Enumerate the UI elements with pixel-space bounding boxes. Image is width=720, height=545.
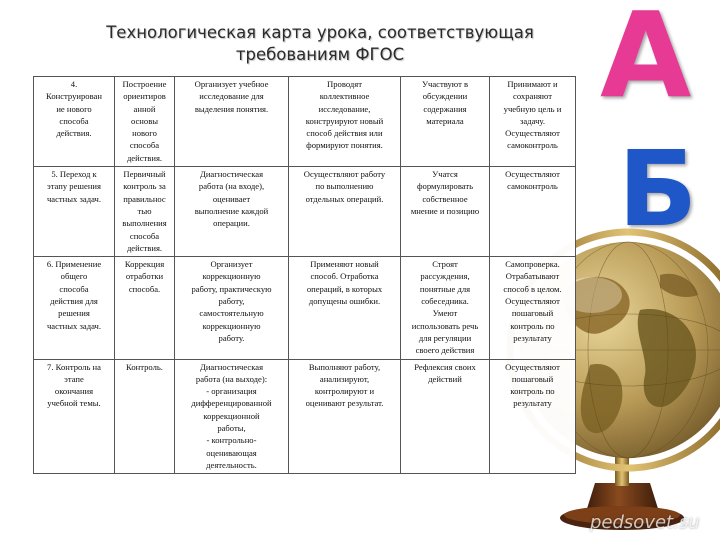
table-cell: Построение ориентиров анной основы нового способа действия. [115, 77, 175, 167]
table-cell: Самопроверка. Отрабатывают способ в целом. Осуществляют пошаговый контроль по результату [490, 257, 576, 359]
table-cell: Выполняют работу, анализируют, контролируют и оценивают результат. [289, 359, 401, 474]
table-cell: Осуществляют работу по выполнению отдельных операций. [289, 167, 401, 257]
table-cell: Диагностическая работа (на выходе): - организация дифференцированной коррекционной работы, - контрольно- оценивающая деятельность. [175, 359, 289, 474]
table-cell: Организует учебное исследование для выделения понятия. [175, 77, 289, 167]
table-cell: 6. Применение общего способа действия для решения частных задач. [34, 257, 115, 359]
table-cell: Осуществляют самоконтроль [490, 167, 576, 257]
lesson-map-table [33, 76, 576, 474]
letter-a-decoration: А [600, 0, 692, 124]
table-cell: Учатся формулировать собственное мнение и позицию [401, 167, 490, 257]
table-cell: 7. Контроль на этапе окончания учебной темы. [34, 359, 115, 474]
table-cell: Первичный контроль за правильнос тью выполнения способа действия. [115, 167, 175, 257]
watermark-text: pedsovet.su [590, 512, 700, 533]
table-cell: Коррекция отработки способа. [115, 257, 175, 359]
table-cell: Проводят коллективное исследование, конструируют новый способ действия или формируют понятия. [289, 77, 401, 167]
table-row [34, 77, 576, 167]
table-cell: 4. Конструирован ие нового способа действия. [34, 77, 115, 167]
table-row [34, 167, 576, 257]
letter-b-decoration: Б [618, 128, 698, 250]
table-row [34, 257, 576, 359]
table-cell: Осуществляют пошаговый контроль по результату [490, 359, 576, 474]
table-cell: 5. Переход к этапу решения частных задач. [34, 167, 115, 257]
table-cell: Принимают и сохраняют учебную цель и задачу. Осуществляют самоконтроль [490, 77, 576, 167]
page-title: Технологическая карта урока, соответствующая требованиям ФГОС [106, 23, 534, 64]
table-cell: Диагностическая работа (на входе), оценивает выполнение каждой операции. [175, 167, 289, 257]
table-cell: Организует коррекционную работу, практическую работу, самостоятельную коррекционную работу. [175, 257, 289, 359]
table-cell: Рефлексия своих действий [401, 359, 490, 474]
table-cell: Применяют новый способ. Отработка операций, в которых допущены ошибки. [289, 257, 401, 359]
table-cell: Строят рассуждения, понятные для собеседника. Умеют использовать речь для регуляции своего действия [401, 257, 490, 359]
table-cell: Участвуют в обсуждении содержания материала [401, 77, 490, 167]
table-row [34, 359, 576, 474]
table-cell: Контроль. [115, 359, 175, 474]
